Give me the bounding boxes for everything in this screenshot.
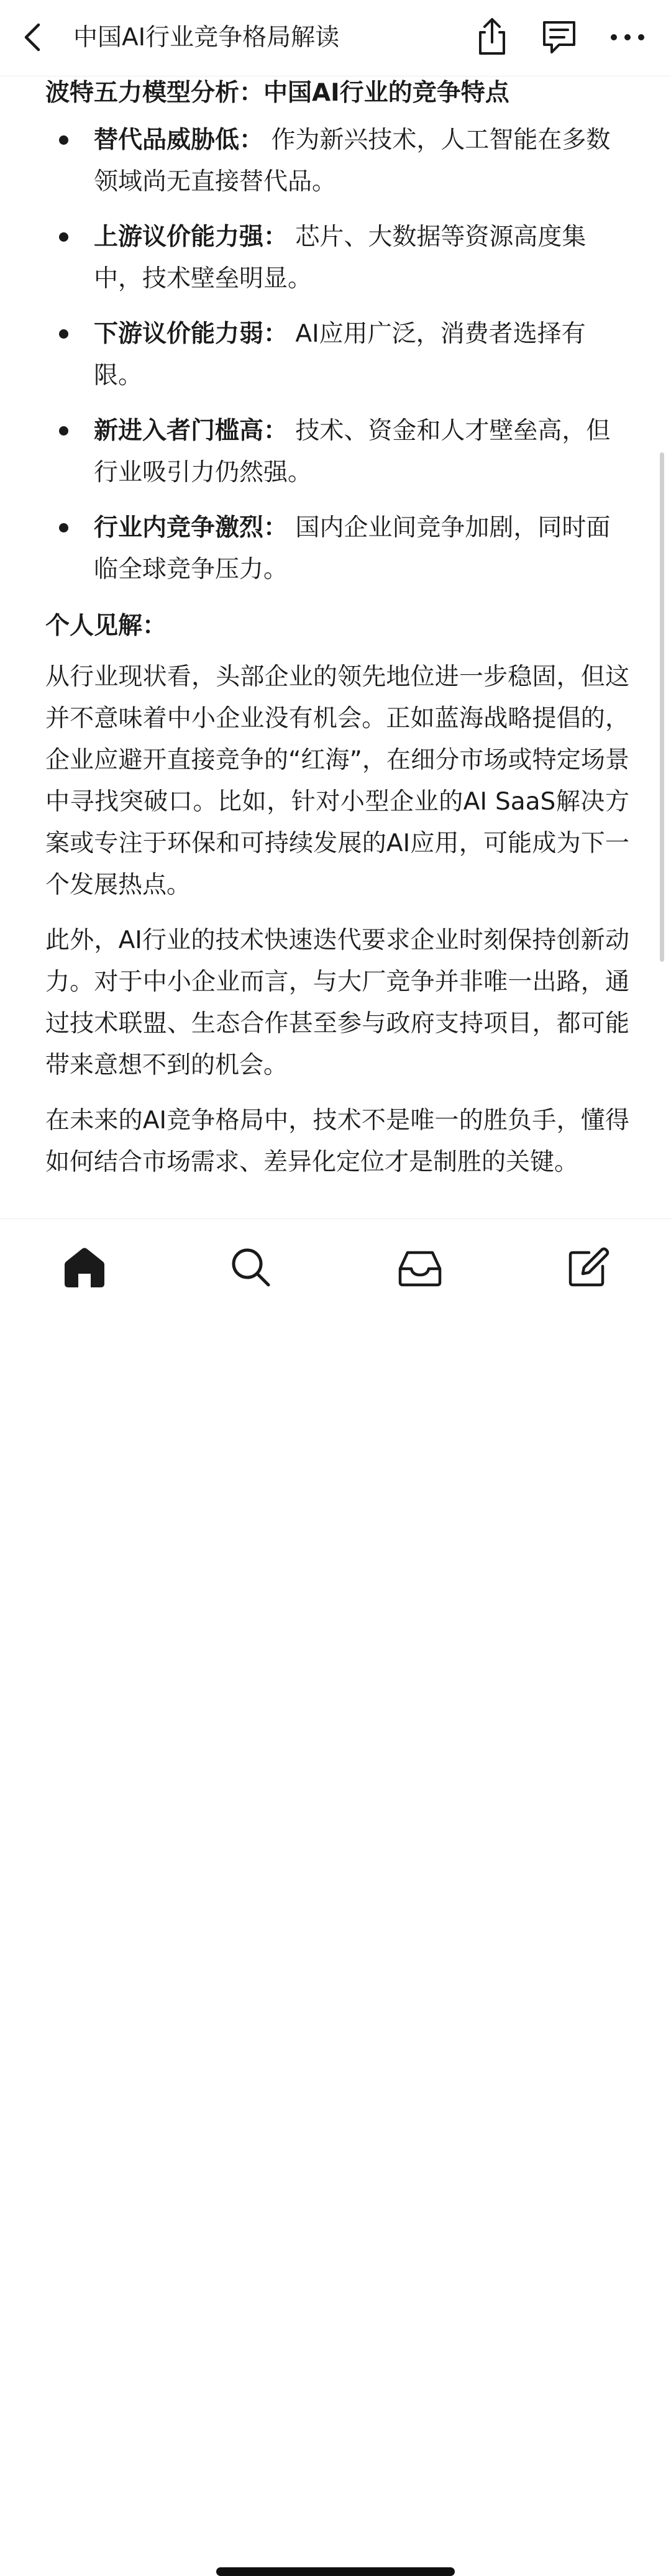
bullet-title: 行业内竞争激烈：	[94, 514, 288, 542]
home-icon	[60, 1243, 109, 1292]
bullet-title: 上游议价能力强：	[94, 223, 288, 251]
more-button[interactable]	[606, 16, 649, 58]
tab-home[interactable]	[60, 1243, 109, 1292]
search-icon	[226, 1243, 276, 1292]
compose-icon	[563, 1243, 613, 1292]
bottom-tab-bar	[0, 1218, 671, 1372]
page-title: 中国AI行业竞争格局解读	[73, 24, 340, 52]
tab-search[interactable]	[226, 1243, 276, 1292]
inbox-icon	[395, 1243, 445, 1292]
bullet-text: 技术、资金和人才壁垒高，但行业吸引力仍然强。	[94, 417, 611, 486]
bullet-text: 芯片、大数据等资源高度集中，技术壁垒明显。	[94, 223, 587, 293]
list-item	[45, 507, 629, 590]
scrollbar-thumb[interactable]	[660, 452, 664, 962]
bullet-dot	[59, 329, 68, 339]
section-heading: 波特五力模型分析：中国AI行业的竞争特点	[45, 79, 509, 107]
list-item	[45, 119, 629, 203]
paragraph: 在未来的AI竞争格局中，技术不是唯一的胜负手，懂得如何结合市场需求、差异化定位才是制胜的关键。	[45, 1107, 629, 1176]
top-nav-bar	[0, 0, 671, 76]
back-icon	[19, 17, 52, 57]
comment-button[interactable]	[538, 16, 580, 58]
bullet-dot	[59, 523, 68, 532]
share-button[interactable]	[471, 16, 513, 58]
opinion-heading: 个人见解：	[45, 612, 167, 640]
more-icon	[606, 16, 649, 58]
comment-icon	[538, 16, 580, 58]
bullet-title: 下游议价能力弱：	[94, 320, 288, 348]
article-content	[45, 75, 629, 1218]
bullet-text: 国内企业间竞争加剧，同时面临全球竞争压力。	[94, 514, 611, 583]
bullet-dot	[59, 232, 68, 242]
bullet-dot	[59, 135, 68, 145]
bullet-dot	[59, 426, 68, 436]
bullet-text: 作为新兴技术，人工智能在多数领域尚无直接替代品。	[94, 126, 611, 196]
list-item	[45, 313, 629, 396]
list-item	[45, 216, 629, 299]
bullet-list	[45, 119, 629, 590]
back-button[interactable]	[19, 17, 52, 57]
list-item	[45, 410, 629, 493]
bullet-title: 新进入者门槛高：	[94, 417, 288, 445]
paragraph: 从行业现状看，头部企业的领先地位进一步稳固，但这并不意味着中小企业没有机会。正如蓝海战略提倡的，企业应避开直接竞争的“红海”，在细分市场或特定场景中寻找突破口。比如，针对小型企业的AI SaaS解决方案或专注于环保和可持续发展的AI应用，可能成为下一个发展热点。	[45, 663, 629, 899]
home-indicator[interactable]	[216, 2567, 455, 2576]
share-icon	[471, 16, 513, 58]
paragraph: 此外，AI行业的技术快速迭代要求企业时刻保持创新动力。对于中小企业而言，与大厂竞争并非唯一出路，通过技术联盟、生态合作甚至参与政府支持项目，都可能带来意想不到的机会。	[45, 926, 629, 1079]
tab-inbox[interactable]	[395, 1243, 445, 1292]
tab-compose[interactable]	[563, 1243, 613, 1292]
bullet-text: AI应用广泛，消费者选择有限。	[94, 320, 586, 390]
bullet-title: 替代品威胁低：	[94, 126, 264, 154]
